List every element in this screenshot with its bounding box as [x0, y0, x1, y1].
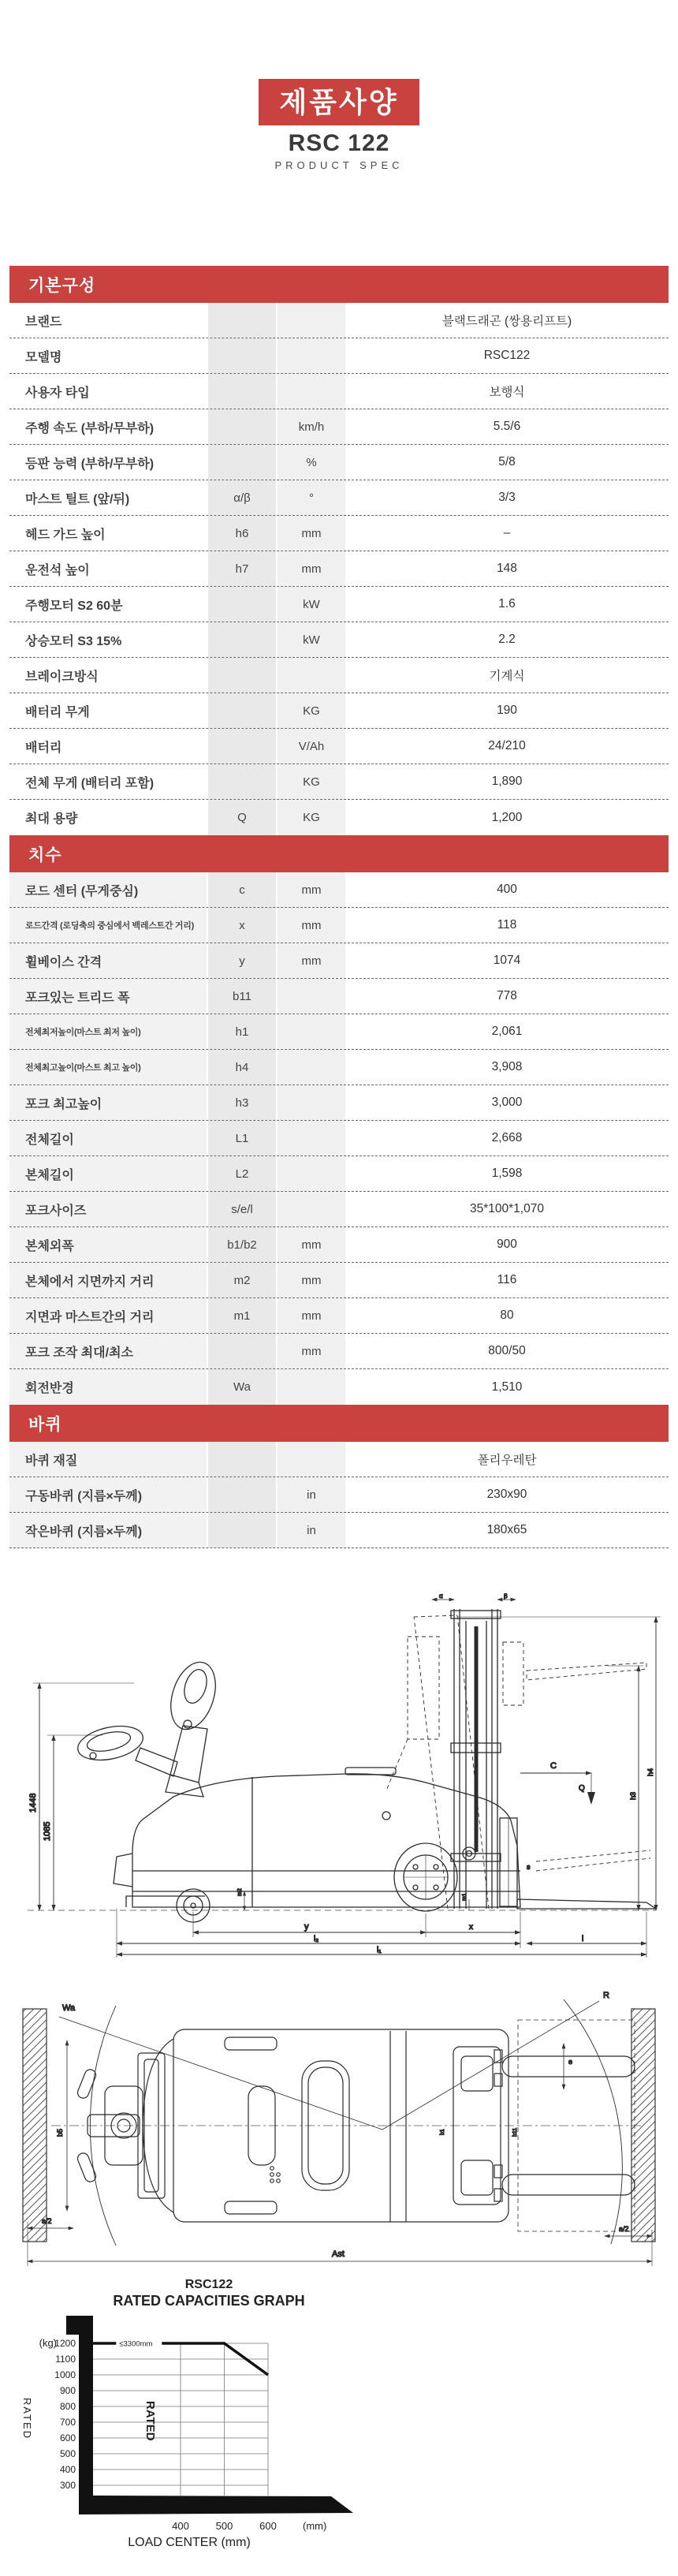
dim-label-m2: m2 [237, 1888, 243, 1896]
dim-label-y: y [304, 1922, 309, 1932]
r-radius-line [382, 2001, 599, 2130]
spec-symbol: L1 [207, 1121, 276, 1155]
spec-table [9, 266, 669, 1548]
spec-value: 2,668 [491, 1131, 523, 1144]
section-title: 바퀴 [28, 1415, 62, 1434]
spec-label: 포크 조작 최대/최소 [9, 1334, 207, 1368]
spec-value: 900 [497, 1238, 517, 1251]
drive-wheel [394, 1843, 457, 1911]
spec-symbol: h4 [207, 1050, 276, 1085]
spec-value: 1,598 [491, 1167, 523, 1180]
spec-label: 바퀴 재질 [9, 1442, 207, 1477]
table-row [9, 1442, 669, 1477]
fork-carriage [500, 1818, 656, 1909]
spec-symbol: y [207, 943, 276, 978]
spec-symbol: c [207, 872, 276, 907]
svg-text:800: 800 [59, 2401, 76, 2412]
table-row [9, 1369, 669, 1405]
table-row [9, 303, 669, 338]
bottom-dims [117, 1909, 646, 1958]
capacity-graph-svg [0, 2308, 418, 2572]
spec-value: – [503, 526, 511, 539]
y-axis-label: RATED [21, 2398, 33, 2440]
spec-value: 2,061 [491, 1025, 523, 1038]
spec-value: 블랙드래곤 (쌍용리프트) [441, 315, 572, 328]
table-row [9, 374, 669, 409]
spec-value: 3,908 [491, 1060, 523, 1073]
table-row [9, 1227, 669, 1263]
spec-label: 로드 센터 (무게중심) [9, 872, 207, 907]
spec-unit [276, 1085, 345, 1120]
svg-text:700: 700 [59, 2417, 76, 2428]
spec-unit [276, 1192, 345, 1226]
svg-text:400: 400 [172, 2520, 189, 2532]
spec-label: 등판 능력 (부하/무부하) [25, 457, 155, 471]
dim-label-h3: h3 [629, 1791, 637, 1800]
table-row [9, 1156, 669, 1192]
graph-title-text: RATED CAPACITIES GRAPH [113, 2293, 305, 2309]
wa-radius-line [59, 2017, 382, 2130]
x-axis-label: LOAD CENTER (mm) [128, 2536, 251, 2549]
spec-unit: % [276, 445, 345, 480]
top-view-drawing [12, 1968, 666, 2279]
table-row [9, 800, 669, 835]
spec-label: 구동바퀴 (지름×두께) [9, 1477, 207, 1512]
spec-symbol [207, 587, 276, 622]
svg-text:1100: 1100 [55, 2354, 76, 2365]
table-row [9, 409, 669, 445]
section-rows [9, 303, 669, 835]
height-dims [457, 1617, 661, 1910]
spec-unit: kW [276, 622, 345, 657]
spec-value: 1,890 [491, 775, 523, 788]
spec-symbol: x [207, 908, 276, 943]
svg-text:900: 900 [59, 2385, 76, 2396]
table-row [9, 658, 669, 693]
svg-text:500: 500 [59, 2448, 76, 2459]
spec-label: 포크 최고높이 [9, 1085, 207, 1120]
spec-value: 1.6 [498, 597, 516, 610]
spec-label: 전체최고높이(마스트 최고 높이) [9, 1050, 207, 1085]
dim-label-b5: b5 [56, 2128, 64, 2137]
spec-symbol [207, 338, 276, 373]
spec-symbol [207, 1477, 276, 1512]
spec-label: 전체 무게 (배터리 포함) [25, 776, 155, 790]
spec-label: 본체길이 [9, 1156, 207, 1191]
spec-value: 400 [497, 883, 517, 896]
dim-label-l2: l₂ [314, 1935, 319, 1943]
title-block [0, 79, 678, 171]
spec-unit [276, 1050, 345, 1085]
table-row [9, 1121, 669, 1156]
spec-label: 배터리 [25, 741, 62, 755]
table-row [9, 1050, 669, 1085]
table-row [9, 516, 669, 551]
dim-label-s: s [527, 1863, 531, 1871]
spec-unit [276, 979, 345, 1014]
model-name: RSC 122 [288, 130, 390, 157]
side-view-svg [16, 1593, 666, 1960]
dim-label-r: R [603, 1991, 609, 2000]
spec-symbol [207, 764, 276, 799]
table-row [9, 872, 669, 908]
svg-text:1200: 1200 [54, 2338, 76, 2349]
spec-unit [276, 1369, 345, 1405]
spec-unit [276, 1442, 345, 1477]
dim-label-1448: 1448 [28, 1793, 38, 1813]
dim-label-wa: Wa [62, 2003, 76, 2013]
svg-text:1000: 1000 [54, 2369, 76, 2380]
spec-label: 포크사이즈 [9, 1192, 207, 1226]
title-badge: 제품사양 [259, 79, 419, 125]
spec-value: 2.2 [498, 633, 516, 646]
spec-symbol: h3 [207, 1085, 276, 1120]
spec-unit: mm [276, 943, 345, 978]
table-row [9, 1263, 669, 1298]
spec-section [9, 835, 669, 1405]
spec-unit [276, 338, 345, 373]
spec-unit: KG [276, 800, 345, 835]
spec-unit: ° [276, 480, 345, 515]
table-row [9, 764, 669, 800]
spec-label: 모델명 [25, 350, 62, 364]
spec-symbol [207, 1442, 276, 1477]
spec-value: 180x65 [486, 1523, 527, 1536]
spec-label: 배터리 무게 [25, 705, 90, 719]
spec-label: 운전석 높이 [25, 563, 90, 577]
spec-label: 본체외폭 [9, 1227, 207, 1262]
spec-value: 1074 [493, 954, 521, 967]
table-row [9, 445, 669, 480]
dim-label-a2-left: a/2 [42, 2217, 52, 2225]
section-header [9, 835, 669, 872]
spec-label: 상승모터 S3 15% [25, 634, 122, 648]
spec-symbol: b11 [207, 979, 276, 1014]
table-row [9, 729, 669, 764]
spec-value: 778 [497, 989, 517, 1002]
spec-label: 전체최저높이(마스트 최저 높이) [9, 1014, 207, 1049]
spec-symbol: L2 [207, 1156, 276, 1191]
mast [451, 1609, 501, 1909]
table-row [9, 1298, 669, 1334]
spec-unit: mm [276, 1263, 345, 1297]
y-tick-labels [54, 2338, 76, 2491]
dim-label-q: Q [579, 1784, 585, 1793]
table-row [9, 587, 669, 622]
table-row [9, 1477, 669, 1513]
spec-label: 포크있는 트리드 폭 [9, 979, 207, 1014]
dim-label-b11: b11 [512, 2127, 518, 2137]
spec-symbol [207, 658, 276, 693]
svg-text:400: 400 [59, 2464, 76, 2475]
spec-symbol [207, 445, 276, 480]
rated-inner-label: RATED [143, 2401, 157, 2441]
spec-label: 최대 용량 [25, 812, 78, 826]
spec-unit [276, 658, 345, 693]
spec-symbol [207, 1513, 276, 1547]
side-view-drawing [16, 1593, 666, 1960]
spec-symbol: Q [207, 800, 276, 835]
section-title: 기본구성 [28, 276, 96, 295]
x-tick-labels [172, 2520, 277, 2532]
spec-value: RSC122 [483, 349, 531, 362]
spec-symbol: b1/b2 [207, 1227, 276, 1262]
spec-label: 브레이크방식 [25, 670, 99, 684]
table-row [9, 551, 669, 587]
capacity-graph [0, 2308, 418, 2572]
dim-label-alpha: α [439, 1593, 443, 1600]
dim-label-ast: Ast [332, 2249, 345, 2259]
table-row [9, 1334, 669, 1369]
dim-label-c: C [550, 1761, 557, 1771]
spec-symbol [207, 374, 276, 409]
spec-symbol: α/β [207, 480, 276, 515]
spec-value: 3/3 [498, 491, 516, 504]
section-title: 치수 [28, 846, 62, 864]
spec-unit: mm [276, 1227, 345, 1262]
spec-unit: in [276, 1477, 345, 1512]
spec-label: 브랜드 [25, 315, 62, 329]
spec-label: 헤드 가드 높이 [25, 528, 106, 542]
spec-value: 5.5/6 [493, 420, 521, 433]
spec-section [9, 266, 669, 835]
spec-symbol: Wa [207, 1369, 276, 1405]
spec-label: 회전반경 [9, 1369, 207, 1405]
spec-value: 3,000 [491, 1096, 523, 1109]
spec-value: 190 [497, 704, 517, 717]
spec-symbol [207, 729, 276, 763]
table-row [9, 979, 669, 1014]
spec-value: 116 [497, 1273, 517, 1286]
fork-top-lower [502, 2175, 635, 2195]
aisle-wall-left [23, 2009, 47, 2242]
spec-unit [276, 1014, 345, 1049]
dim-label-x: x [469, 1923, 473, 1932]
fork-axis [66, 2316, 353, 2514]
svg-text:600: 600 [59, 2432, 76, 2443]
annotation-label: ≤3300mm [119, 2339, 153, 2349]
table-row [9, 1014, 669, 1050]
spec-unit: mm [276, 1334, 345, 1368]
spec-label: 로드간격 (로딩축의 중심에서 백레스트간 거리) [9, 908, 207, 943]
graph-title [0, 2278, 418, 2309]
svg-text:600: 600 [259, 2520, 277, 2532]
spec-label: 마스트 틸트 (앞/뒤) [25, 492, 130, 506]
spec-value: 5/8 [498, 455, 516, 469]
dim-label-beta: β [504, 1593, 508, 1600]
section-rows [9, 1442, 669, 1548]
spec-symbol: s/e/l [207, 1192, 276, 1226]
spec-symbol: m1 [207, 1298, 276, 1333]
spec-unit: km/h [276, 409, 345, 444]
table-row [9, 1513, 669, 1548]
graph-title-model: RSC122 [184, 2278, 233, 2291]
top-view-svg [12, 1968, 666, 2279]
spec-value: 24/210 [488, 739, 526, 752]
spec-value: 1,510 [491, 1379, 523, 1394]
spec-unit [276, 303, 345, 338]
spec-label: 주행 속도 (부하/무부하) [25, 421, 155, 435]
spec-label: 본체에서 지면까지 거리 [9, 1263, 207, 1297]
y-unit-label: (kg) [39, 2337, 57, 2349]
dim-label-b1: b1 [440, 2129, 445, 2135]
spec-unit: mm [276, 1298, 345, 1333]
spec-unit [276, 1156, 345, 1191]
turn-arc-right [564, 1999, 622, 2244]
spec-section [9, 1405, 669, 1548]
spec-unit: kW [276, 587, 345, 622]
spec-symbol: h7 [207, 551, 276, 586]
spec-value: 800/50 [488, 1344, 526, 1357]
table-row [9, 338, 669, 374]
table-row [9, 1192, 669, 1227]
table-row [9, 1085, 669, 1121]
dim-label-l1: l₁ [377, 1946, 382, 1954]
spec-symbol [207, 303, 276, 338]
spec-symbol: h6 [207, 516, 276, 551]
spec-unit [276, 374, 345, 409]
spec-symbol: h1 [207, 1014, 276, 1049]
dim-label-e: e [568, 2058, 573, 2066]
spec-unit: in [276, 1513, 345, 1547]
dim-label-l: l [582, 1935, 584, 1943]
spec-unit: mm [276, 516, 345, 551]
spec-symbol: m2 [207, 1263, 276, 1297]
dim-label-m1: m1 [462, 1893, 468, 1901]
spec-value: 148 [497, 562, 517, 575]
dim-label-a2-right: a/2 [619, 2225, 629, 2233]
spec-unit: mm [276, 551, 345, 586]
svg-text:300: 300 [59, 2480, 76, 2491]
spec-label: 작은바퀴 (지름×두께) [9, 1513, 207, 1547]
section-header [9, 1405, 669, 1442]
spec-unit: KG [276, 764, 345, 799]
dim-label-h4: h4 [646, 1768, 654, 1776]
spec-unit: mm [276, 872, 345, 907]
raised-fork-dashed [503, 1642, 650, 1871]
spec-value: 기계식 [489, 670, 525, 683]
table-row [9, 480, 669, 516]
section-header [9, 266, 669, 303]
spec-unit [276, 1121, 345, 1155]
x-unit-label: (mm) [303, 2520, 327, 2532]
spec-value: 폴리우레탄 [477, 1454, 537, 1467]
spec-unit: mm [276, 908, 345, 943]
spec-value: 118 [497, 918, 517, 931]
spec-value: 230x90 [486, 1488, 527, 1501]
table-row [9, 908, 669, 943]
spec-symbol [207, 409, 276, 444]
table-row [9, 943, 669, 979]
graph-grid [93, 2343, 268, 2496]
dim-label-1085: 1085 [43, 1821, 52, 1841]
table-row [9, 693, 669, 729]
spec-label: 주행모터 S2 60분 [25, 599, 123, 613]
table-row [9, 622, 669, 658]
spec-unit: KG [276, 693, 345, 728]
spec-label: 지면과 마스트간의 거리 [9, 1298, 207, 1333]
spec-value: 35*100*1,070 [470, 1202, 544, 1215]
spec-value: 보행식 [489, 386, 525, 399]
spec-symbol [207, 622, 276, 657]
spec-label: 전체길이 [9, 1121, 207, 1155]
spec-label: 휠베이스 간격 [9, 943, 207, 978]
spec-symbol [207, 1334, 276, 1368]
spec-value: 1,200 [491, 810, 523, 824]
spec-unit: V/Ah [276, 729, 345, 763]
tiller-arm [75, 1656, 224, 1797]
spec-label: 사용자 타입 [25, 386, 90, 400]
spec-symbol [207, 693, 276, 728]
section-rows [9, 872, 669, 1405]
product-spec-subtitle: PRODUCT SPEC [274, 159, 404, 172]
svg-text:500: 500 [215, 2520, 233, 2532]
spec-value: 80 [500, 1309, 514, 1322]
aisle-wall-right [631, 2009, 655, 2242]
